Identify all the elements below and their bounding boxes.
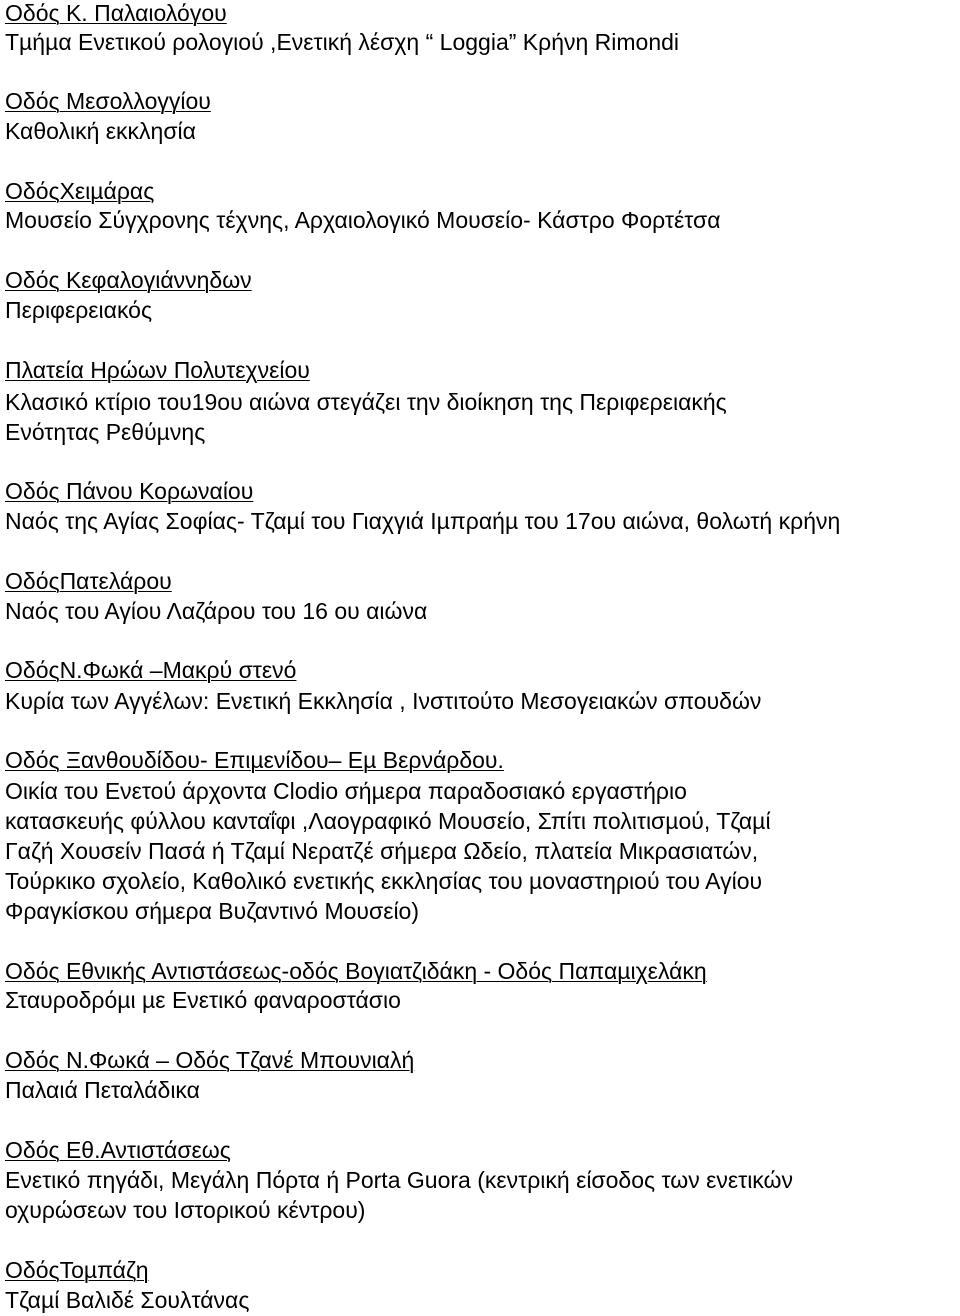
street-heading: ΟδόςΤοµπάζη <box>5 1257 149 1283</box>
landmark-description: Φραγκίσκου σήµερα Βυζαντινό Μουσείο) <box>5 898 420 924</box>
landmark-description: Σταυροδρόµι µε Ενετικό φαναροστάσιο <box>5 987 401 1013</box>
street-heading: Οδός Εθνικής Αντιστάσεως-οδός Βογιατζιδάκη - Οδός Παπαµιχελάκη <box>5 958 707 984</box>
landmark-description: Ναός του Αγίου Λαζάρου του 16 ου αιώνα <box>5 598 428 624</box>
landmark-description: Μουσείο Σύγχρονης τέχνης, Αρχαιολογικό Μουσείο- Κάστρο Φορτέτσα <box>5 207 721 233</box>
street-heading: Οδός Μεσολλογγίου <box>5 88 211 114</box>
landmark-description: Κλασικό κτίριο του19ου αιώνα στεγάζει την διοίκηση της Περιφερειακής <box>5 389 727 415</box>
landmark-description: Καθολική εκκλησία <box>5 118 196 144</box>
landmark-description: Κυρία των Αγγέλων: Ενετική Εκκλησία , Ινστιτούτο Μεσογειακών σπουδών <box>5 688 762 714</box>
landmark-description: κατασκευής φύλλου κανταΐφι ,Λαογραφικό Μουσείο, Σπίτι πολιτισµού, Τζαµί <box>5 808 771 834</box>
landmark-description: Ενετικό πηγάδι, Μεγάλη Πόρτα ή Porta Guora (κεντρική είσοδος των ενετικών <box>5 1167 793 1193</box>
street-heading: Οδός Ν.Φωκά – Οδός Τζανέ Μπουνιαλή <box>5 1047 415 1073</box>
street-heading: Οδός Εθ.Αντιστάσεως <box>5 1137 231 1163</box>
landmark-description: Ενότητας Ρεθύµνης <box>5 419 206 445</box>
landmark-description: Ναός της Αγίας Σοφίας- Τζαµί του Γιαχγιά Ιµπραήµ του 17ου αιώνα, θολωτή κρήνη <box>5 508 841 534</box>
landmark-description: Τµήµα Ενετικού ρολογιού ,Ενετική λέσχη “ Loggia” Κρήνη Rimondi <box>5 29 680 55</box>
landmark-description: Γαζή Χουσείν Πασά ή Τζαµί Νερατζέ σήµερα Ωδείο, πλατεία Μικρασιατών, <box>5 838 759 864</box>
landmark-description: Τούρκικο σχολείο, Καθολικό ενετικής εκκλησίας του µοναστηριού του Αγίου <box>5 868 763 894</box>
landmark-description: Οικία του Ενετού άρχοντα Clodio σήµερα παραδοσιακό εργαστήριο <box>5 778 687 804</box>
landmark-description: Τζαµί Βαλιδέ Σουλτάνας <box>5 1287 250 1313</box>
street-heading: Οδός Κεφαλογιάννηδων <box>5 267 252 293</box>
landmark-description: οχυρώσεων του Ιστορικού κέντρου) <box>5 1197 366 1223</box>
street-heading: Πλατεία Ηρώων Πολυτεχνείου <box>5 357 310 383</box>
landmark-description: Παλαιά Πεταλάδικα <box>5 1077 200 1103</box>
street-heading: ΟδόςΠατελάρου <box>5 568 172 594</box>
street-heading: ΟδόςΝ.Φωκά –Μακρύ στενό <box>5 657 297 683</box>
landmark-description: Περιφερειακός <box>5 297 153 323</box>
street-heading: ΟδόςΧειµάρας <box>5 178 155 204</box>
street-heading: Οδός Πάνου Κορωναίου <box>5 478 254 504</box>
street-heading: Οδός Ξανθουδίδου- Επιµενίδου– Εµ Βερνάρδου. <box>5 747 504 773</box>
street-heading: Οδός Κ. Παλαιολόγου <box>5 0 227 26</box>
